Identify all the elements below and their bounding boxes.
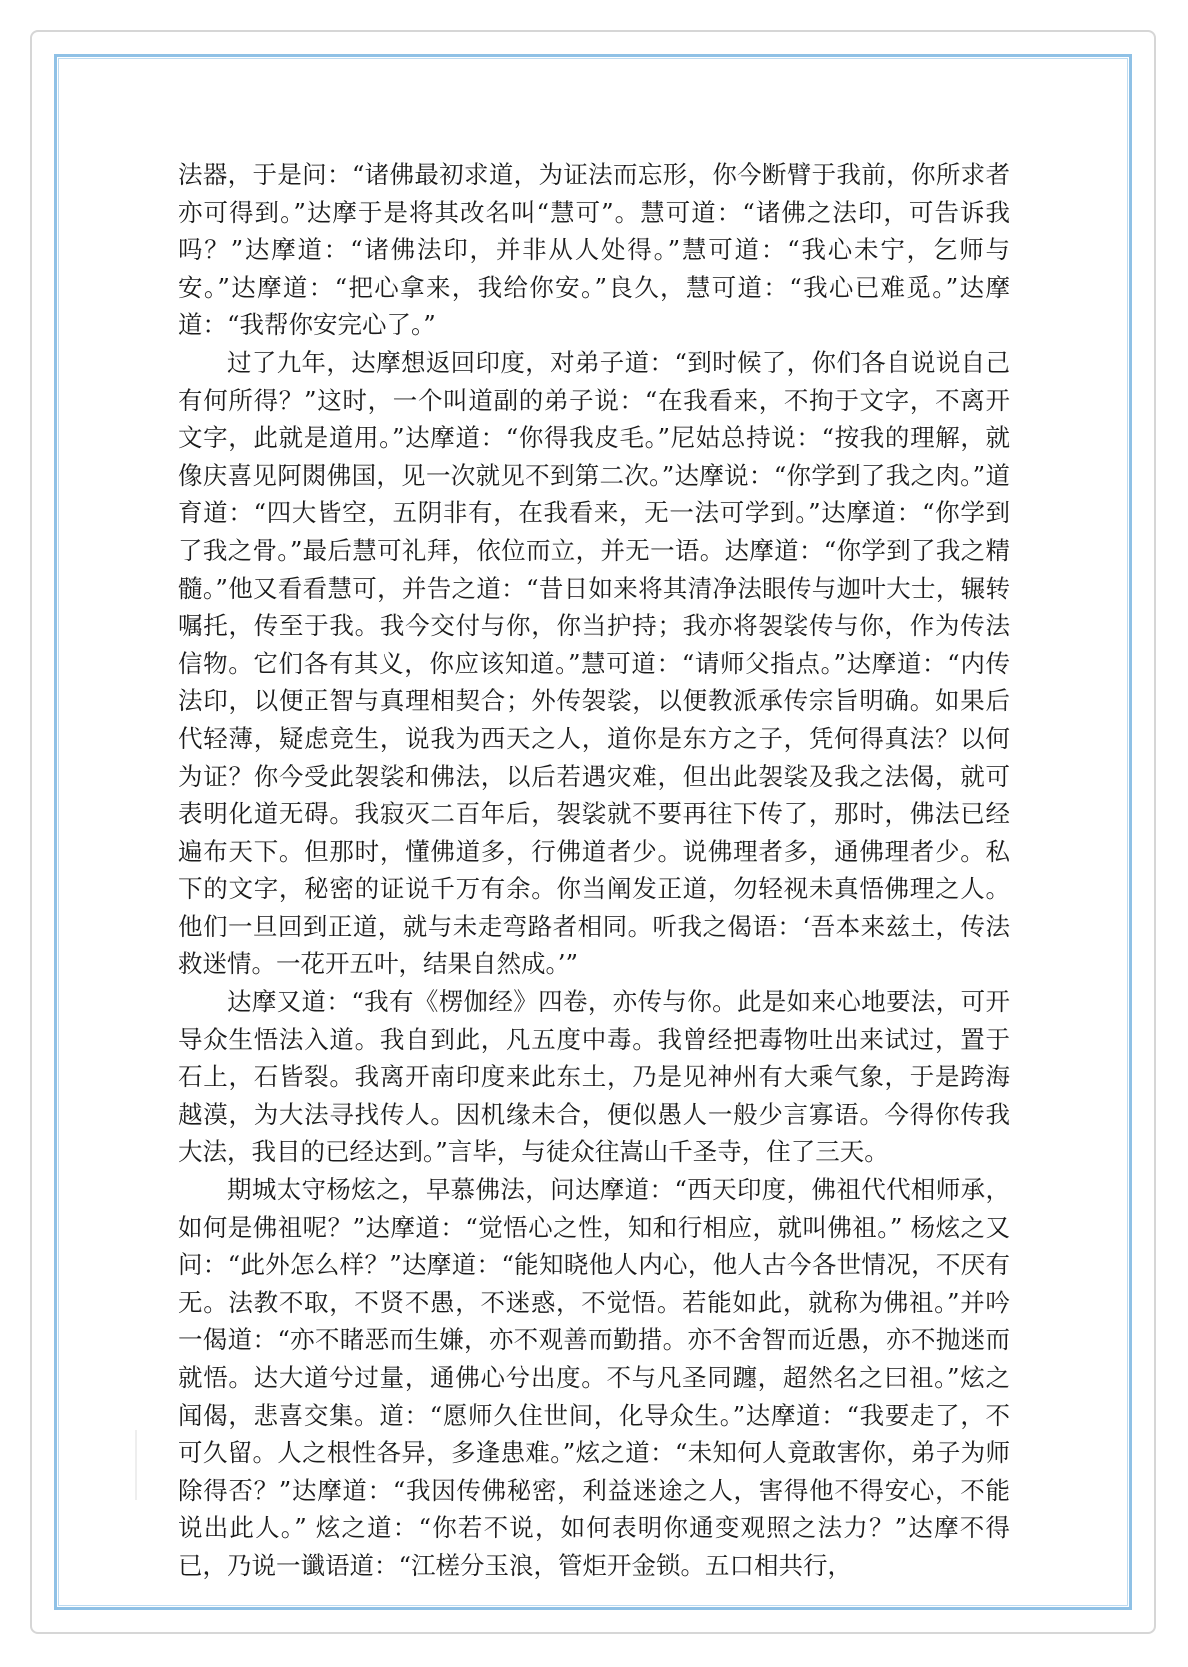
paragraph-3: 达摩又道：“我有《楞伽经》四卷，亦传与你。此是如来心地要法，可开导众生悟法入道。我自到此，凡五度中毒。我曾经把毒物吐出来试过，置于石上，石皆裂。我离开南印度来此东土，乃是见神州有大乘气象，于是跨海越漠，为大法寻找传人。因机缘未合，便似愚人一般少言寡语。今得你传我大法，我目的已经达到。”言毕，与徒众往嵩山千圣寺，住了三天。 [178,987,1010,1167]
paragraph-2: 过了九年，达摩想返回印度，对弟子道：“到时候了，你们各自说说自己有何所得？”这时，一个叫道副的弟子说：“在我看来，不拘于文字，不离开文字，此就是道用。”达摩道：“你得我皮毛。”尼姑总持说：“按我的理解，就像庆喜见阿閦佛国，见一次就见不到第二次。”达摩说：“你学到了我之肉。”道育道：“四大皆空，五阴非有，在我看来，无一法可学到。”达摩道：“你学到了我之骨。”最后慧可礼拜，依位而立，并无一语。达摩道：“你学到了我之精髓。”他又看看慧可，并告之道：“昔日如来将其清净法眼传与迦叶大士，辗转嘱托，传至于我。我今交付与你，你当护持；我亦将袈裟传与你，作为传法信物。它们各有其义，你应该知道。”慧可道：“请师父指点。”达摩道：“内传法印，以便正智与真理相契合；外传袈裟，以便教派承传宗旨明确。如果后代轻薄，疑虑竞生，说我为西天之人，道你是东方之子，凭何得真法？以何为证？你今受此袈裟和佛法，以后若遇灾难，但出此袈裟及我之法偈，就可表明化道无碍。我寂灭二百年后，袈裟就不要再往下传了，那时，佛法已经遍布天下。但那时，懂佛道多，行佛道者少。说佛理者多，通佛理者少。私下的文字，秘密的证说千万有余。你当阐发正道，勿轻视未真悟佛理之人。他们一旦回到正道，就与未走弯路者相同。听我之偈语：‘吾本来兹土，传法救迷情。一花开五叶，结果自然成。’” [178,347,1010,979]
paragraph-1: 法器，于是问：“诸佛最初求道，为证法而忘形，你今断臂于我前，你所求者亦可得到。”达摩于是将其改名叫“慧可”。慧可道：“诸佛之法印，可告诉我吗？”达摩道：“诸佛法印，并非从人处得。”慧可道：“我心未宁，乞师与安。”达摩道：“把心拿来，我给你安。”良久，慧可道：“我心已难觅。”达摩道：“我帮你安完心了。” [178,160,1010,340]
scan-shadow [135,1430,137,1500]
page-body [178,156,1010,1585]
paragraph-4: 期城太守杨炫之，早慕佛法，问达摩道：“西天印度，佛祖代代相师承，如何是佛祖呢？”达摩道：“觉悟心之性，知和行相应，就叫佛祖。” 杨炫之又问：“此外怎么样？”达摩道：“能知晓他人内心，他人古今各世情况，不厌有无。法教不取，不贤不愚，不迷惑，不觉悟。若能如此，就称为佛祖。”并吟一偈道：“亦不睹恶而生嫌，亦不观善而勤措。亦不舍智而近愚，亦不抛迷而就悟。达大道兮过量，通佛心兮出度。不与凡圣同躔，超然名之曰祖。”炫之闻偈，悲喜交集。道：“愿师久住世间，化导众生。”达摩道：“我要走了，不可久留。人之根性各异，多逢患难。”炫之道：“未知何人竟敢害你，弟子为师除得否？”达摩道：“我因传佛秘密，利益迷途之人，害得他不得安心，不能说出此人。” 炫之道：“你若不说，如何表明你通变观照之法力？”达摩不得已，乃说一谶语道：“江槎分玉浪，管炬开金锁。五口相共行， [178,1175,1010,1580]
